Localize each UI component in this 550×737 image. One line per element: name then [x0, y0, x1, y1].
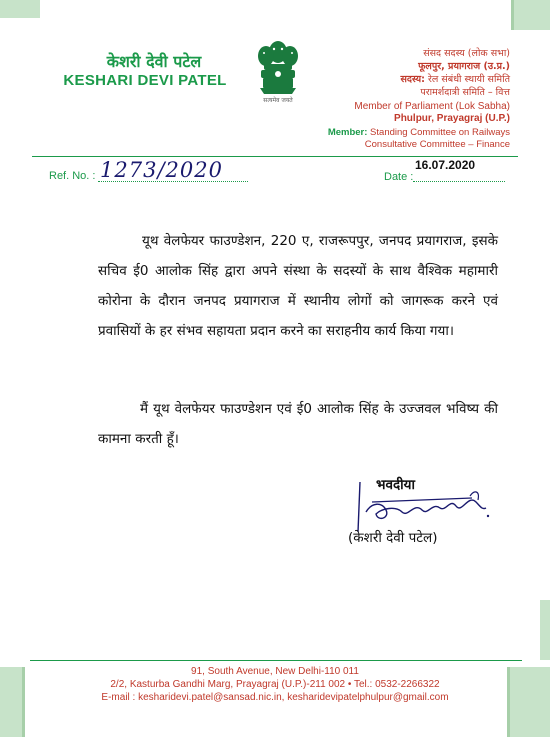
- body-paragraph-1: यूथ वेलफेयर फाउण्डेशन, 220 ए, राजरूपपुर, जनपद प्रयागराज, इसके सचिव ई0 आलोक सिंह द्वारा अपने संस्था के सदस्यों के साथ वैश्विक महामारी कोरोना के दौरान जनपद प्रयागराज में स्थानीय लोगों को जागरूक करने एवं प्रवासियों के हर संभव सहायता प्रदान करने का सराहनीय कार्य किया गया।: [98, 233, 498, 339]
- date-label: Date :: [384, 171, 414, 183]
- scan-edge-right: [540, 600, 550, 660]
- sender-name-english: KESHARI DEVI PATEL: [63, 72, 227, 89]
- footer-address-delhi: 91, South Avenue, New Delhi-110 011: [191, 666, 359, 677]
- designation-hi-line2: फूलपुर, प्रयागराज (उ.प्र.): [418, 61, 510, 72]
- emblem-motto: सत्यमेव जयते: [263, 97, 293, 104]
- designation-hi-line3: [401, 72, 511, 85]
- signer-name: (केशरी देवी पटेल): [348, 530, 438, 546]
- handwritten-signature: [352, 472, 492, 534]
- body-paragraph-2: मैं यूथ वेलफेयर फाउण्डेशन एवं ई0 आलोक सिंह के उज्जवल भविष्य की कामना करती हूँ।: [98, 401, 498, 447]
- designation-hi-line3-text: रेल संबंधी स्थायी समिति: [424, 74, 510, 85]
- footer-divider: [30, 660, 522, 661]
- closing-salutation: भवदीया: [376, 477, 415, 493]
- designation-en-line3-text: Standing Committee on Railways: [367, 127, 510, 138]
- designation-en-line2: Phulpur, Prayagraj (U.P.): [394, 113, 510, 124]
- header-divider: [32, 156, 518, 157]
- scan-corner-top-left: [0, 0, 40, 18]
- ref-label: Ref. No. :: [49, 170, 96, 182]
- designation-hi-line1: संसद सदस्य (लोक सभा): [423, 48, 510, 59]
- scan-corner-top-right: [511, 0, 550, 30]
- designation-en-line3: [328, 127, 510, 138]
- date-dotted-line: [413, 171, 505, 182]
- designation-en-line1: Member of Parliament (Lok Sabha): [354, 101, 510, 112]
- designation-hi-line4: परामर्शदात्री समिति – वित्त: [420, 87, 510, 98]
- designation-en-line3-label: Member:: [327, 127, 368, 138]
- sender-name-hindi: केशरी देवी पटेल: [106, 52, 202, 71]
- footer-email: E-mail : kesharidevi.patel@sansad.nic.in, kesharidevipatelphulpur@gmail.com: [101, 692, 449, 703]
- ref-number-handwritten: 1273/2020: [100, 158, 223, 182]
- designation-en-line4: Consultative Committee – Finance: [364, 139, 510, 150]
- date-value: 16.07.2020: [415, 158, 476, 172]
- footer-address-prayagraj: 2/2, Kasturba Gandhi Marg, Prayagraj (U.P.)-211 002 • Tel.: 0532-2266322: [110, 679, 440, 690]
- designation-hi-line3-label: सदस्य:: [400, 74, 425, 85]
